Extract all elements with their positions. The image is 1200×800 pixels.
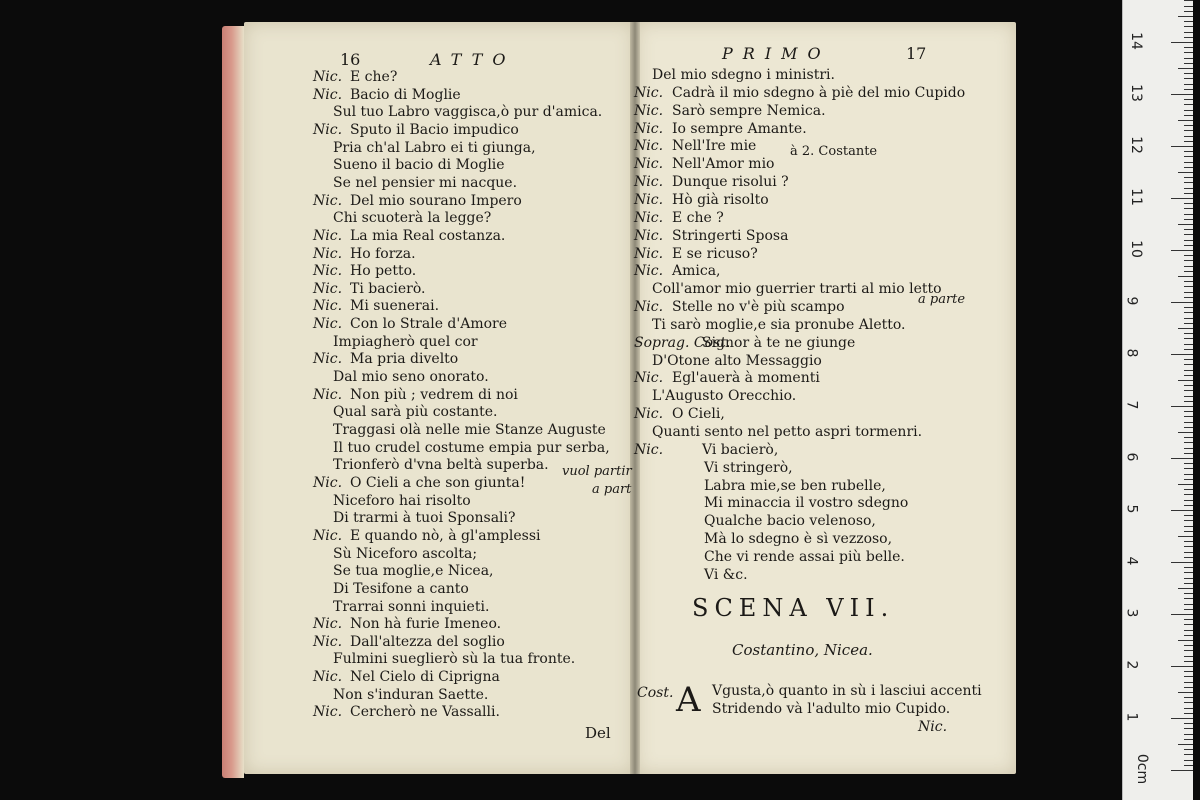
ruler-tick [1184, 260, 1193, 261]
ruler-tick [1184, 177, 1193, 178]
measurement-ruler [1122, 0, 1193, 800]
ruler-tick [1184, 167, 1193, 168]
ruler-tick [1184, 375, 1193, 376]
speaker-label: Nic. [313, 633, 343, 650]
speaker-label: Nic. [634, 263, 664, 280]
ruler-number: 9 [1123, 296, 1140, 306]
verse-line: Nell'Amor mio [672, 156, 775, 173]
ruler-tick [1184, 73, 1193, 74]
ruler-tick [1184, 645, 1193, 646]
ruler-tick [1184, 500, 1193, 501]
ruler-tick [1184, 734, 1193, 735]
ruler-tick [1184, 89, 1193, 90]
ruler-tick [1178, 68, 1193, 69]
verse-line: Con lo Strale d'Amore [350, 316, 508, 333]
ruler-tick [1184, 0, 1193, 1]
verse-line: Niceforo hai risolto [333, 492, 471, 509]
ruler-tick [1171, 94, 1193, 95]
ruler-tick [1184, 234, 1193, 235]
speaker-label: Nic. [634, 209, 664, 226]
verse-line: Signor à te ne giunge [702, 334, 856, 351]
verse-line: Mi minaccia il vostro sdegno [704, 495, 909, 512]
ruler-tick [1178, 536, 1193, 537]
speaker-label: Nic. [313, 298, 343, 315]
ruler-tick [1184, 182, 1193, 183]
verse-line: Ti bacierò. [350, 280, 426, 297]
verse-line: Dunque risolui ? [672, 174, 789, 191]
ruler-number: 2 [1123, 660, 1140, 670]
ruler-tick [1184, 11, 1193, 12]
bracket-note: à 2. Costante [790, 144, 878, 159]
verse-line: Coll'amor mio guerrier trarti al mio letto [652, 281, 942, 298]
left-page-header: ATTO [430, 50, 516, 69]
ruler-tick [1178, 120, 1193, 121]
verse-line: Labra mie,se ben rubelle, [704, 477, 886, 494]
verse-line: Vi &c. [704, 566, 748, 583]
ruler-tick [1184, 463, 1193, 464]
ruler-tick [1184, 604, 1193, 605]
speaker-label: Nic. [313, 121, 343, 138]
page-edge [222, 26, 244, 778]
verse-line: Di trarmi à tuoi Sponsali? [333, 510, 516, 527]
ruler-tick [1184, 619, 1193, 620]
ruler-tick [1184, 52, 1193, 53]
ruler-tick [1184, 115, 1193, 116]
ruler-tick [1184, 297, 1193, 298]
speaker-label: Nic. [634, 245, 664, 262]
verse-line: Vi stringerò, [704, 459, 793, 476]
ruler-number: 14 [1127, 32, 1144, 50]
verse-line: Nell'Ire mie [672, 138, 757, 155]
verse-line: O Cieli, [672, 406, 725, 423]
ruler-tick [1184, 713, 1193, 714]
ruler-tick [1184, 749, 1193, 750]
verse-line: Io sempre Amante. [672, 120, 807, 137]
ruler-tick [1178, 484, 1193, 485]
speaker-label: Nic. [634, 138, 664, 155]
ruler-tick [1184, 557, 1193, 558]
ruler-tick [1184, 754, 1193, 755]
ruler-tick [1184, 130, 1193, 131]
verse-line: O Cieli a che son giunta! [350, 474, 526, 491]
ruler-tick [1184, 765, 1193, 766]
ruler-tick [1178, 328, 1193, 329]
verse-line: D'Otone alto Messaggio [652, 352, 822, 369]
verse-line: Mà lo sdegno è sì vezzoso, [704, 531, 893, 548]
ruler-tick [1171, 198, 1193, 199]
verse-line: E se ricuso? [672, 245, 758, 262]
ruler-tick [1184, 572, 1193, 573]
ruler-tick [1184, 245, 1193, 246]
ruler-tick [1184, 448, 1193, 449]
ruler-number: 13 [1127, 84, 1144, 102]
ruler-tick [1184, 21, 1193, 22]
speaker-label: Nic. [634, 370, 664, 387]
ruler-number: 6 [1123, 452, 1140, 462]
ruler-tick [1184, 307, 1193, 308]
ruler-tick [1184, 338, 1193, 339]
ruler-tick [1184, 104, 1193, 105]
verse-line: Se nel pensier mi nacque. [333, 174, 518, 191]
ruler-tick [1178, 640, 1193, 641]
verse-line: Ti sarò moglie,e sia pronube Aletto. [652, 316, 906, 333]
verse-line: Impiagherò quel cor [333, 333, 478, 350]
verse-line: Bacio di Moglie [350, 86, 461, 103]
ruler-tick [1184, 385, 1193, 386]
ruler-tick [1184, 58, 1193, 59]
ruler-tick [1171, 718, 1193, 719]
verse-line: Sù Niceforo ascolta; [333, 545, 478, 562]
ruler-tick [1178, 744, 1193, 745]
ruler-tick [1184, 364, 1193, 365]
verse-line: Qual sarà più costante. [333, 404, 498, 421]
verse-line: Cercherò ne Vassalli. [350, 704, 500, 721]
ruler-tick [1184, 598, 1193, 599]
ruler-tick [1184, 188, 1193, 189]
ruler-tick [1184, 292, 1193, 293]
ruler-tick [1184, 32, 1193, 33]
ruler-tick [1184, 271, 1193, 272]
verse-line: La mia Real costanza. [350, 227, 506, 244]
verse-line: Chi scuoterà la legge? [333, 210, 492, 227]
ruler-tick [1178, 16, 1193, 17]
speaker-label: Nic. [634, 406, 664, 423]
ruler-tick [1184, 416, 1193, 417]
verse-line: Sul tuo Labro vaggisca,ò pur d'amica. [333, 104, 603, 121]
verse-line: Pria ch'al Labro ei ti giunga, [333, 139, 536, 156]
ruler-tick [1184, 661, 1193, 662]
speaker-label: Nic. [634, 191, 664, 208]
ruler-tick [1178, 432, 1193, 433]
ruler-tick [1184, 442, 1193, 443]
speaker-label: Nic. [313, 227, 343, 244]
verse-line: Non più ; vedrem di noi [350, 386, 518, 403]
ruler-tick [1184, 47, 1193, 48]
ruler-tick [1184, 110, 1193, 111]
ruler-tick [1184, 702, 1193, 703]
ruler-number: 8 [1123, 348, 1140, 358]
verse-line: Nel Cielo di Ciprigna [350, 669, 500, 686]
ruler-tick [1184, 552, 1193, 553]
verse-line: Dal mio seno onorato. [333, 369, 489, 386]
ruler-tick [1171, 510, 1193, 511]
ruler-tick [1184, 411, 1193, 412]
verse-line: Il tuo crudel costume empia pur serba, [333, 439, 610, 456]
ruler-tick [1184, 437, 1193, 438]
ruler-tick [1184, 312, 1193, 313]
ruler-tick [1184, 578, 1193, 579]
speaker-label: Nic. [634, 227, 664, 244]
verse-line: Del mio sdegno i ministri. [652, 67, 835, 83]
ruler-number: 12 [1127, 136, 1144, 154]
speaker-label: Nic. [313, 86, 343, 103]
ruler-tick [1184, 583, 1193, 584]
ruler-tick [1184, 193, 1193, 194]
speaker-label: Nic. [313, 669, 343, 686]
right-page-header: PRIMO [722, 44, 831, 63]
ruler-tick [1184, 359, 1193, 360]
ruler-tick [1184, 546, 1193, 547]
ruler-tick [1171, 614, 1193, 615]
speaker-label: Nic. [313, 527, 343, 544]
verse-line: Dall'altezza del soglio [350, 633, 505, 650]
ruler-tick [1184, 723, 1193, 724]
speaker-label: Nic. [313, 316, 343, 333]
ruler-number: 7 [1123, 400, 1140, 410]
ruler-tick [1184, 494, 1193, 495]
ruler-tick [1184, 333, 1193, 334]
verse-line: Non s'induran Saette. [333, 686, 489, 703]
ruler-tick [1171, 458, 1193, 459]
verse-line: Del mio sourano Impero [350, 192, 522, 209]
ruler-number: 1 [1123, 712, 1140, 722]
right-page-number: 17 [906, 44, 927, 63]
aside-note: a parte [918, 292, 966, 307]
ruler-tick [1184, 63, 1193, 64]
speaker-label: Nic. [313, 386, 343, 403]
scene-title: SCENA VII. [692, 594, 895, 622]
ruler-tick [1184, 318, 1193, 319]
verse-line: Trionferò d'vna beltà superba. [333, 457, 549, 474]
scene-characters: Costantino, Nicea. [732, 641, 873, 659]
ruler-tick [1184, 78, 1193, 79]
ruler-tick [1184, 427, 1193, 428]
verse-line: Ho forza. [350, 245, 416, 262]
verse-line: Egl'auerà à momenti [672, 370, 820, 387]
ruler-tick [1184, 286, 1193, 287]
verse-line: Hò già risolto [672, 191, 769, 208]
ruler-tick [1184, 255, 1193, 256]
ruler-tick [1184, 728, 1193, 729]
speaker-label: Nic. [634, 120, 664, 137]
left-page-number: 16 [340, 50, 361, 69]
ruler-tick [1184, 687, 1193, 688]
left-catchword: Del [585, 724, 611, 742]
verse-line: Di Tesifone a canto [333, 580, 469, 597]
verse-line: Stelle no v'è più scampo [672, 299, 845, 316]
ruler-tick [1184, 468, 1193, 469]
ruler-tick [1171, 770, 1193, 771]
ruler-tick [1178, 276, 1193, 277]
ruler-tick [1178, 172, 1193, 173]
ruler-tick [1184, 635, 1193, 636]
ruler-tick [1171, 354, 1193, 355]
ruler-tick [1171, 562, 1193, 563]
ruler-tick [1184, 650, 1193, 651]
verse-line: Ho petto. [350, 263, 417, 280]
ruler-tick [1184, 682, 1193, 683]
speaker-label: Nic. [313, 474, 343, 491]
ruler-tick [1184, 593, 1193, 594]
ruler-tick [1171, 666, 1193, 667]
ruler-tick [1171, 406, 1193, 407]
ruler-tick [1184, 489, 1193, 490]
ruler-tick [1184, 567, 1193, 568]
ruler-tick [1184, 240, 1193, 241]
speaker-label: Nic. [634, 156, 664, 173]
ruler-tick [1184, 125, 1193, 126]
speaker-label: Nic. [634, 174, 664, 191]
speaker-label: Nic. [313, 280, 343, 297]
verse-line: Quanti sento nel petto aspri tormenri. [652, 424, 923, 440]
ruler-tick [1184, 760, 1193, 761]
verse-line: Ma pria divelto [350, 351, 459, 368]
ruler-tick [1184, 739, 1193, 740]
ruler-tick [1184, 520, 1193, 521]
ruler-tick [1184, 136, 1193, 137]
ruler-tick [1184, 349, 1193, 350]
verse-line: Amica, [672, 263, 721, 280]
verse-line: E quando nò, à gl'amplessi [350, 527, 541, 544]
ruler-tick [1171, 302, 1193, 303]
speaker-label: Nic. [313, 245, 343, 262]
verse-line: Che vi rende assai più belle. [704, 548, 905, 565]
speaker-label: Nic. [634, 299, 664, 316]
ruler-tick [1184, 281, 1193, 282]
ruler-tick [1184, 37, 1193, 38]
speaker-label: Nic. [313, 616, 343, 633]
verse-line: Cadrà il mio sdegno à piè del mio Cupido [672, 84, 966, 101]
ruler-tick [1184, 515, 1193, 516]
ruler-tick [1171, 42, 1193, 43]
speaker-label: Nic. [313, 69, 343, 85]
speaker-label: Nic. [634, 84, 664, 101]
ruler-tick [1184, 630, 1193, 631]
ruler-tick [1184, 541, 1193, 542]
speaker-label: Nic. [313, 351, 343, 368]
opening-line-2: Stridendo và l'adulto mio Cupido. [712, 701, 951, 717]
ruler-tick [1178, 224, 1193, 225]
ruler-tick [1184, 203, 1193, 204]
ruler-number: 3 [1123, 608, 1140, 618]
verse-line: Sputo il Bacio impudico [350, 121, 519, 138]
speaker-label: Nic. [313, 192, 343, 209]
speaker-label: Nic. [634, 441, 664, 458]
ruler-tick [1184, 697, 1193, 698]
verse-line: Sueno il bacio di Moglie [333, 157, 505, 174]
speaker-label: Soprag. Cost. [634, 334, 731, 351]
ruler-tick [1184, 656, 1193, 657]
ruler-number: 11 [1127, 188, 1144, 206]
verse-line: Mi suenerai. [350, 298, 440, 315]
verse-line: Se tua moglie,e Nicea, [333, 563, 494, 580]
verse-line: Fulmini sueglierò sù la tua fronte. [333, 651, 576, 668]
ruler-tick [1184, 396, 1193, 397]
verse-line: Traggasi olà nelle mie Stanze Auguste [333, 422, 606, 438]
ruler-tick [1184, 453, 1193, 454]
ruler-tick [1178, 380, 1193, 381]
verse-line: E che ? [672, 209, 724, 226]
ruler-tick [1184, 422, 1193, 423]
ruler-tick [1184, 323, 1193, 324]
ruler-tick [1184, 156, 1193, 157]
ruler-tick [1184, 676, 1193, 677]
ruler-tick [1184, 390, 1193, 391]
ruler-tick [1184, 84, 1193, 85]
ruler-number: 4 [1123, 556, 1140, 566]
ruler-number: 5 [1123, 504, 1140, 514]
ruler-tick [1184, 229, 1193, 230]
verse-line: E che? [350, 69, 398, 85]
ruler-tick [1171, 250, 1193, 251]
ruler-tick [1184, 526, 1193, 527]
ruler-tick [1184, 708, 1193, 709]
ruler-number: 10 [1127, 240, 1144, 258]
verse-line: L'Augusto Orecchio. [652, 388, 797, 405]
drop-cap: A [676, 680, 701, 720]
ruler-tick [1184, 6, 1193, 7]
stage-direction: vuol partir [562, 464, 632, 479]
ruler-tick [1178, 692, 1193, 693]
ruler-tick [1184, 26, 1193, 27]
opening-line-1: Vgusta,ò quanto in sù i lasciui accenti [712, 683, 982, 699]
speaker-label: Nic. [313, 704, 343, 721]
verse-line: Non hà furie Imeneo. [350, 616, 502, 633]
ruler-tick [1184, 99, 1193, 100]
ruler-tick [1184, 505, 1193, 506]
ruler-tick [1178, 588, 1193, 589]
verse-line: Vi bacierò, [702, 441, 779, 458]
ruler-tick [1184, 624, 1193, 625]
ruler-tick [1184, 401, 1193, 402]
ruler-tick [1184, 266, 1193, 267]
verse-line: Stringerti Sposa [672, 227, 789, 244]
speaker-label: Nic. [313, 263, 343, 280]
ruler-tick [1184, 208, 1193, 209]
speaker-label: Nic. [634, 102, 664, 119]
ruler-tick [1184, 141, 1193, 142]
stage-direction: a part [592, 482, 632, 497]
ruler-tick [1184, 344, 1193, 345]
verse-line: Qualche bacio velenoso, [704, 513, 876, 530]
ruler-tick [1184, 162, 1193, 163]
ruler-tick [1184, 370, 1193, 371]
ruler-tick [1184, 219, 1193, 220]
ruler-tick [1184, 214, 1193, 215]
ruler-tick [1171, 146, 1193, 147]
verse-line: Sarò sempre Nemica. [672, 102, 826, 119]
ruler-tick [1184, 474, 1193, 475]
right-catchword: Nic. [918, 719, 948, 735]
opening-speaker: Cost. [637, 685, 674, 701]
ruler-tick [1184, 479, 1193, 480]
ruler-tick [1184, 671, 1193, 672]
ruler-tick [1184, 151, 1193, 152]
ruler-tick [1184, 609, 1193, 610]
verse-line: Trarrai sonni inquieti. [333, 598, 490, 615]
ruler-tick [1184, 531, 1193, 532]
ruler-number: 0cm [1134, 753, 1151, 785]
